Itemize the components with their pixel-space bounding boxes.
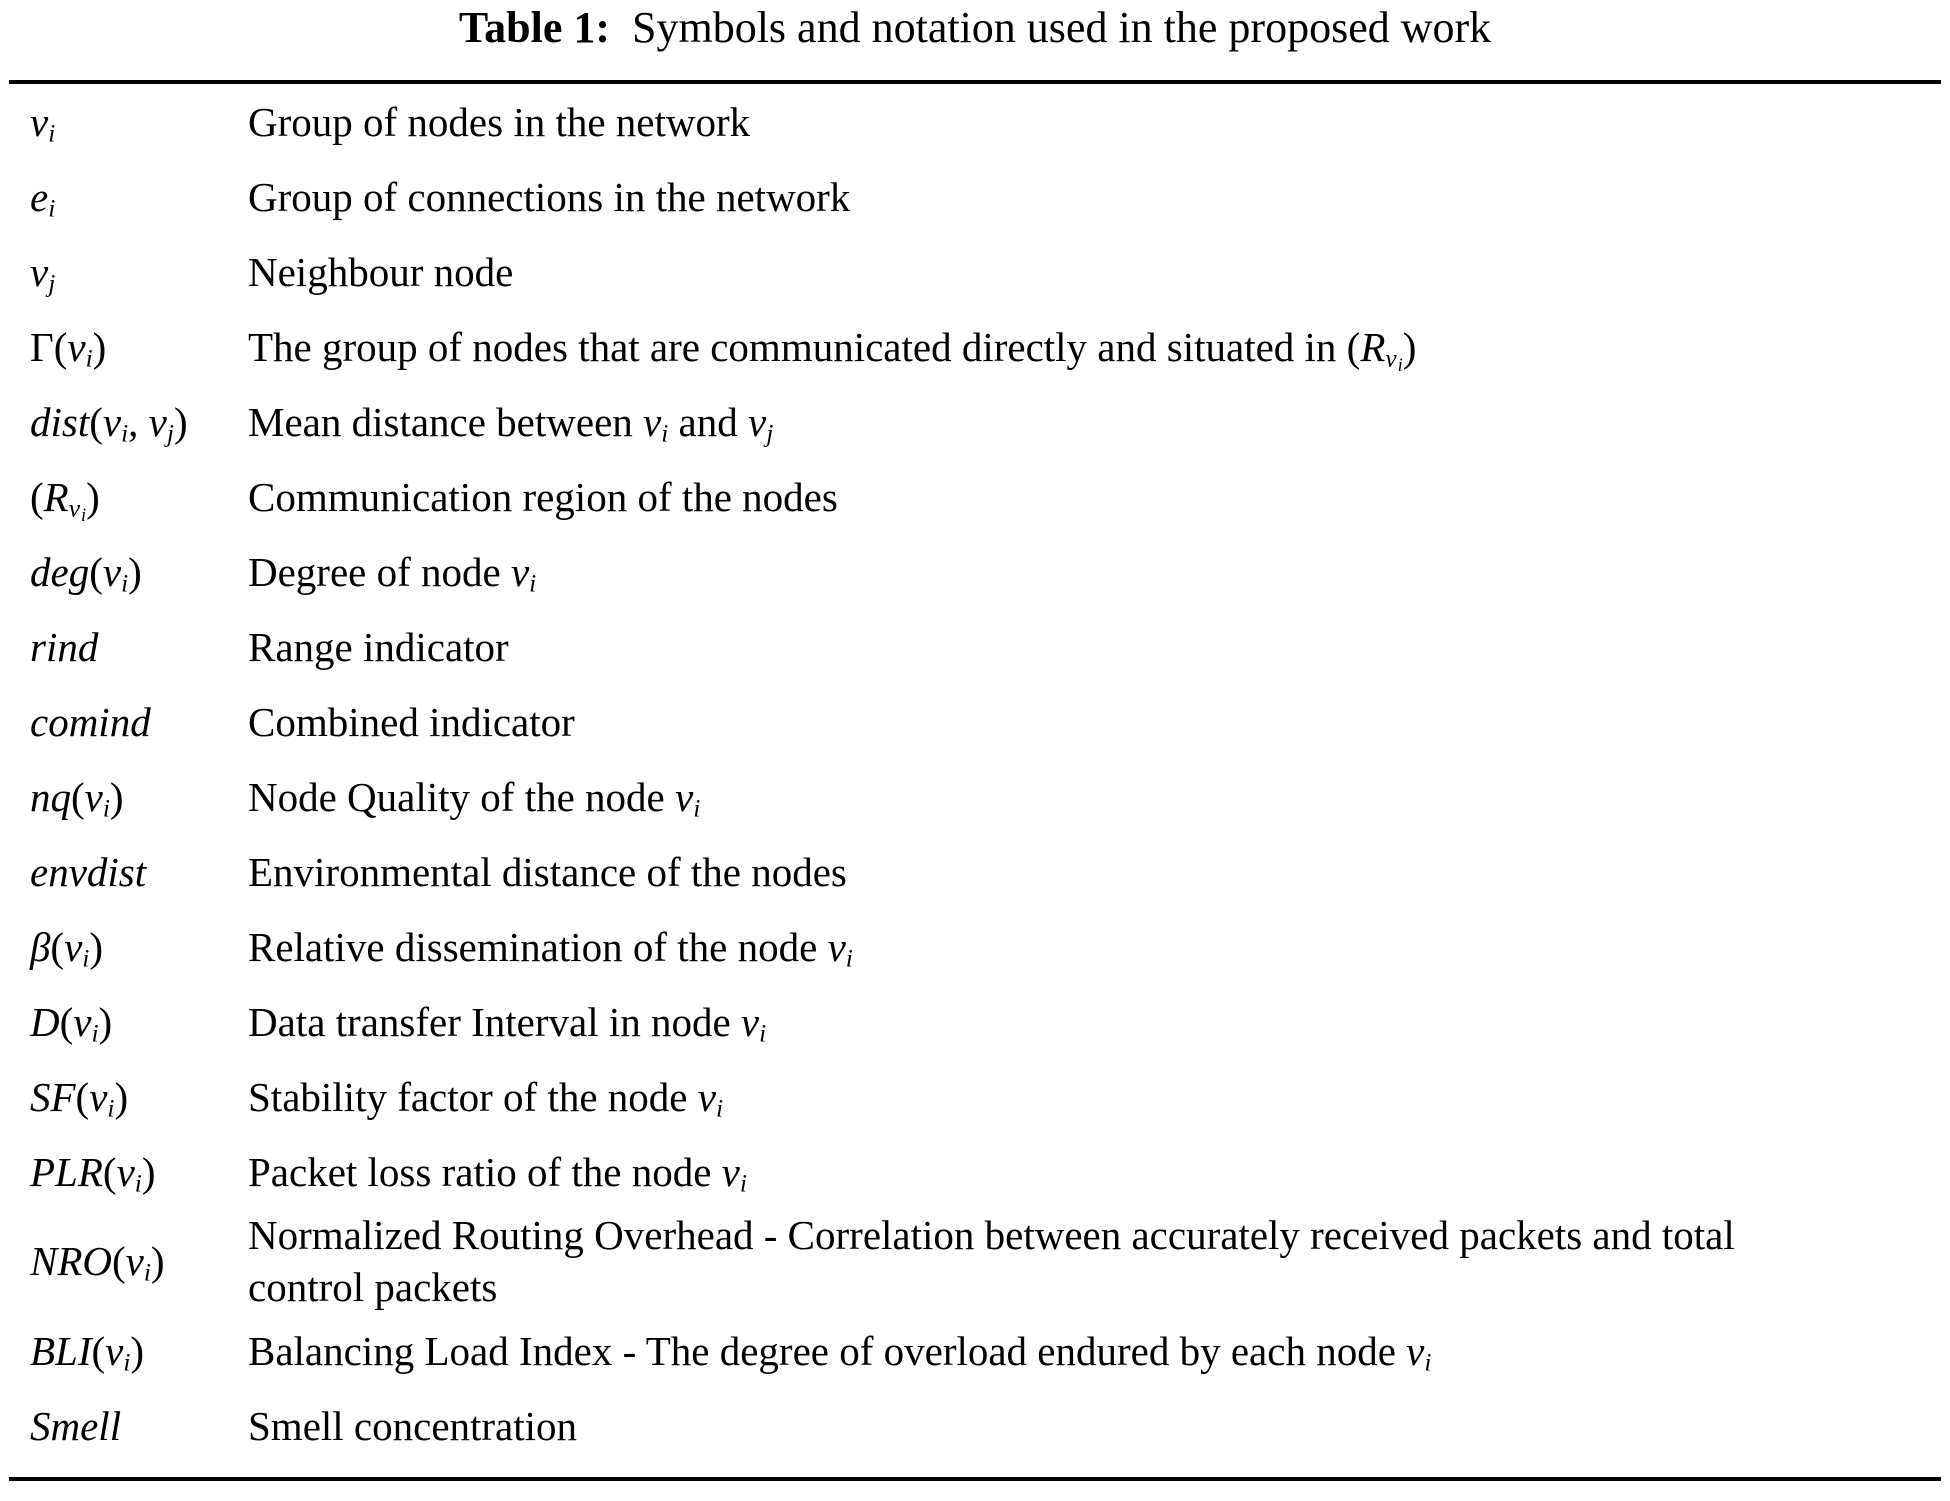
description-cell: [248, 921, 1938, 973]
text-segment: v: [1406, 1327, 1425, 1374]
symbol-cell: [30, 471, 248, 523]
text-segment: (: [71, 773, 85, 820]
description-cell: [248, 546, 1938, 598]
subscript: v: [68, 494, 80, 523]
text-segment: (: [75, 1073, 90, 1120]
symbol-cell: [30, 771, 248, 823]
table-row: [0, 759, 1950, 834]
text-segment: Degree of node: [248, 548, 511, 595]
text-segment: v: [827, 923, 846, 970]
text-segment: v: [116, 1148, 135, 1195]
text-segment: dist: [30, 398, 90, 445]
table-caption-label: Table 1:: [458, 3, 611, 52]
description-cell: [248, 1146, 1938, 1198]
text-segment: (: [50, 923, 65, 970]
text-segment: Node Quality of the node: [248, 773, 675, 820]
subscript: v: [1385, 344, 1397, 373]
table-caption-text: Symbols and notation used in the proposed work: [610, 3, 1492, 52]
table-row: [0, 534, 1950, 609]
text-segment: v: [125, 1238, 144, 1284]
text-segment: ): [130, 1327, 145, 1374]
text-segment: Range indicator: [248, 623, 509, 670]
symbols-table: [0, 84, 1950, 1463]
subscript: i: [102, 794, 110, 823]
description-cell: [248, 1209, 1938, 1313]
table-row: [0, 1134, 1950, 1209]
symbol-cell: [30, 321, 248, 373]
symbol-cell: [30, 1400, 248, 1452]
subscript: i: [845, 944, 853, 973]
text-segment: v: [740, 998, 760, 1045]
text-segment: control packets: [248, 1264, 498, 1310]
subscript: i: [693, 794, 701, 823]
subscript: j: [766, 419, 774, 448]
table-row: [0, 1388, 1950, 1463]
symbol-cell: [30, 246, 248, 298]
text-segment: Normalized Routing Overhead - Correlation between accurately received packets and total: [248, 1212, 1735, 1258]
text-segment: Packet loss ratio of the node: [248, 1148, 722, 1195]
description-cell: [248, 996, 1938, 1048]
text-segment: R: [1360, 323, 1386, 370]
subscript: i: [48, 119, 56, 148]
description-cell: [248, 246, 1938, 298]
text-segment: Combined indicator: [248, 698, 575, 745]
subscript: j: [48, 269, 56, 298]
text-segment: ): [92, 323, 107, 370]
text-segment: comind: [30, 698, 151, 745]
table-row: [0, 834, 1950, 909]
text-segment: v: [510, 548, 530, 595]
text-segment: v: [102, 398, 122, 445]
symbol-cell: [30, 546, 248, 598]
text-segment: ): [1402, 323, 1417, 370]
text-segment: BLI: [30, 1327, 92, 1374]
text-segment: v: [30, 248, 49, 295]
description-cell: [248, 471, 1938, 523]
text-segment: ): [173, 398, 188, 445]
text-segment: The group of nodes that are communicated directly and situated in (: [248, 323, 1361, 370]
table-row: [0, 1209, 1950, 1313]
subscript: j: [166, 419, 174, 448]
symbol-cell: [30, 1235, 248, 1287]
description-cell: [248, 771, 1938, 823]
subscript: i: [107, 1094, 115, 1123]
text-segment: v: [105, 1327, 124, 1374]
table-row: [0, 84, 1950, 159]
text-segment: v: [697, 1073, 716, 1120]
text-segment: v: [102, 548, 122, 595]
text-segment: (: [53, 323, 68, 370]
text-segment: Data transfer Interval in node: [248, 998, 741, 1045]
text-segment: Balancing Load Index - The degree of overload endured by each node: [248, 1327, 1407, 1374]
symbol-cell: [30, 1325, 248, 1377]
text-segment: Group of nodes in the network: [248, 98, 751, 145]
subscript: i: [759, 1019, 767, 1048]
table-row: [0, 309, 1950, 384]
table-row: [0, 159, 1950, 234]
symbol-cell: [30, 621, 248, 673]
text-segment: ): [114, 1073, 129, 1120]
text-segment: v: [30, 98, 49, 145]
text-segment: v: [721, 1148, 740, 1195]
symbol-cell: [30, 96, 248, 148]
text-segment: Relative dissemination of the node: [248, 923, 828, 970]
table-row: [0, 984, 1950, 1059]
text-segment: SF: [30, 1073, 76, 1120]
text-segment: rind: [30, 623, 99, 670]
text-segment: (: [91, 1327, 106, 1374]
text-segment: v: [64, 923, 83, 970]
text-segment: (: [89, 398, 103, 445]
description-cell: [248, 96, 1938, 148]
symbol-cell: [30, 996, 248, 1048]
text-segment: Stability factor of the node: [248, 1073, 698, 1120]
text-segment: Γ: [30, 323, 54, 370]
table-row: [0, 609, 1950, 684]
text-segment: ): [98, 998, 113, 1045]
symbol-cell: [30, 1146, 248, 1198]
subscript: i: [123, 1348, 131, 1377]
symbol-cell: [30, 171, 248, 223]
subscript: i: [143, 1258, 151, 1287]
text-segment: v: [674, 773, 694, 820]
table-row: [0, 684, 1950, 759]
symbol-cell: [30, 921, 248, 973]
description-cell: [248, 171, 1938, 223]
text-segment: (: [59, 998, 74, 1045]
table-row: [0, 459, 1950, 534]
description-cell: [248, 1325, 1938, 1377]
text-segment: ): [89, 923, 103, 970]
table-row: [0, 234, 1950, 309]
text-segment: (: [30, 473, 44, 520]
text-segment: v: [148, 398, 167, 445]
symbol-cell: [30, 396, 248, 448]
table-row: [0, 1313, 1950, 1388]
text-segment: NRO: [30, 1238, 112, 1284]
description-cell: [248, 1071, 1938, 1123]
text-segment: v: [84, 773, 103, 820]
subscript: i: [134, 1169, 142, 1198]
text-segment: Smell: [30, 1402, 122, 1449]
text-segment: Group of connections in the network: [248, 173, 851, 220]
subscript: i: [121, 569, 129, 598]
text-segment: Mean distance between: [248, 398, 644, 445]
text-segment: ): [128, 548, 142, 595]
text-segment: (: [112, 1238, 126, 1284]
subscript: i: [715, 1094, 724, 1123]
symbol-cell: [30, 696, 248, 748]
table-row: [0, 909, 1950, 984]
text-segment: D: [30, 998, 60, 1045]
text-segment: ,: [128, 398, 149, 445]
subscript: i: [1424, 1348, 1432, 1377]
description-cell: [248, 321, 1938, 373]
text-segment: ): [141, 1148, 156, 1195]
text-segment: ): [86, 473, 100, 520]
table-caption: [0, 0, 1950, 54]
text-segment: deg: [30, 548, 90, 595]
subscript: i: [91, 1019, 99, 1048]
text-segment: β: [30, 923, 51, 970]
subscript: i: [82, 944, 90, 973]
text-segment: Communication region of the nodes: [248, 473, 838, 520]
text-segment: and: [668, 398, 748, 445]
text-segment: (: [89, 548, 103, 595]
text-segment: v: [89, 1073, 108, 1120]
symbol-cell: [30, 846, 248, 898]
table-row: [0, 1059, 1950, 1134]
text-segment: envdist: [30, 848, 147, 895]
text-segment: ): [109, 773, 124, 820]
text-segment: Environmental distance of the nodes: [248, 848, 847, 895]
text-segment: v: [643, 398, 662, 445]
text-segment: R: [43, 473, 69, 520]
description-cell: [248, 846, 1938, 898]
subscript: i: [48, 194, 56, 223]
text-segment: e: [30, 173, 49, 220]
text-segment: nq: [30, 773, 71, 820]
text-segment: v: [748, 398, 767, 445]
description-cell: [248, 396, 1938, 448]
text-segment: (: [102, 1148, 117, 1195]
table-bottom-rule: [9, 1477, 1941, 1481]
description-cell: [248, 696, 1938, 748]
subscript: i: [80, 504, 87, 525]
text-segment: v: [67, 323, 86, 370]
text-segment: v: [73, 998, 92, 1045]
description-cell: [248, 621, 1938, 673]
subscript: i: [121, 419, 129, 448]
subscript: i: [529, 569, 537, 598]
symbol-cell: [30, 1071, 248, 1123]
subscript: i: [1397, 354, 1403, 375]
table-row: [0, 384, 1950, 459]
text-segment: Neighbour node: [248, 248, 514, 295]
subscript: i: [661, 419, 669, 448]
text-segment: ): [150, 1238, 165, 1284]
text-segment: Smell concentration: [248, 1402, 578, 1449]
subscript: i: [85, 344, 93, 373]
subscript: i: [739, 1169, 747, 1198]
description-cell: [248, 1400, 1938, 1452]
text-segment: PLR: [30, 1148, 103, 1195]
